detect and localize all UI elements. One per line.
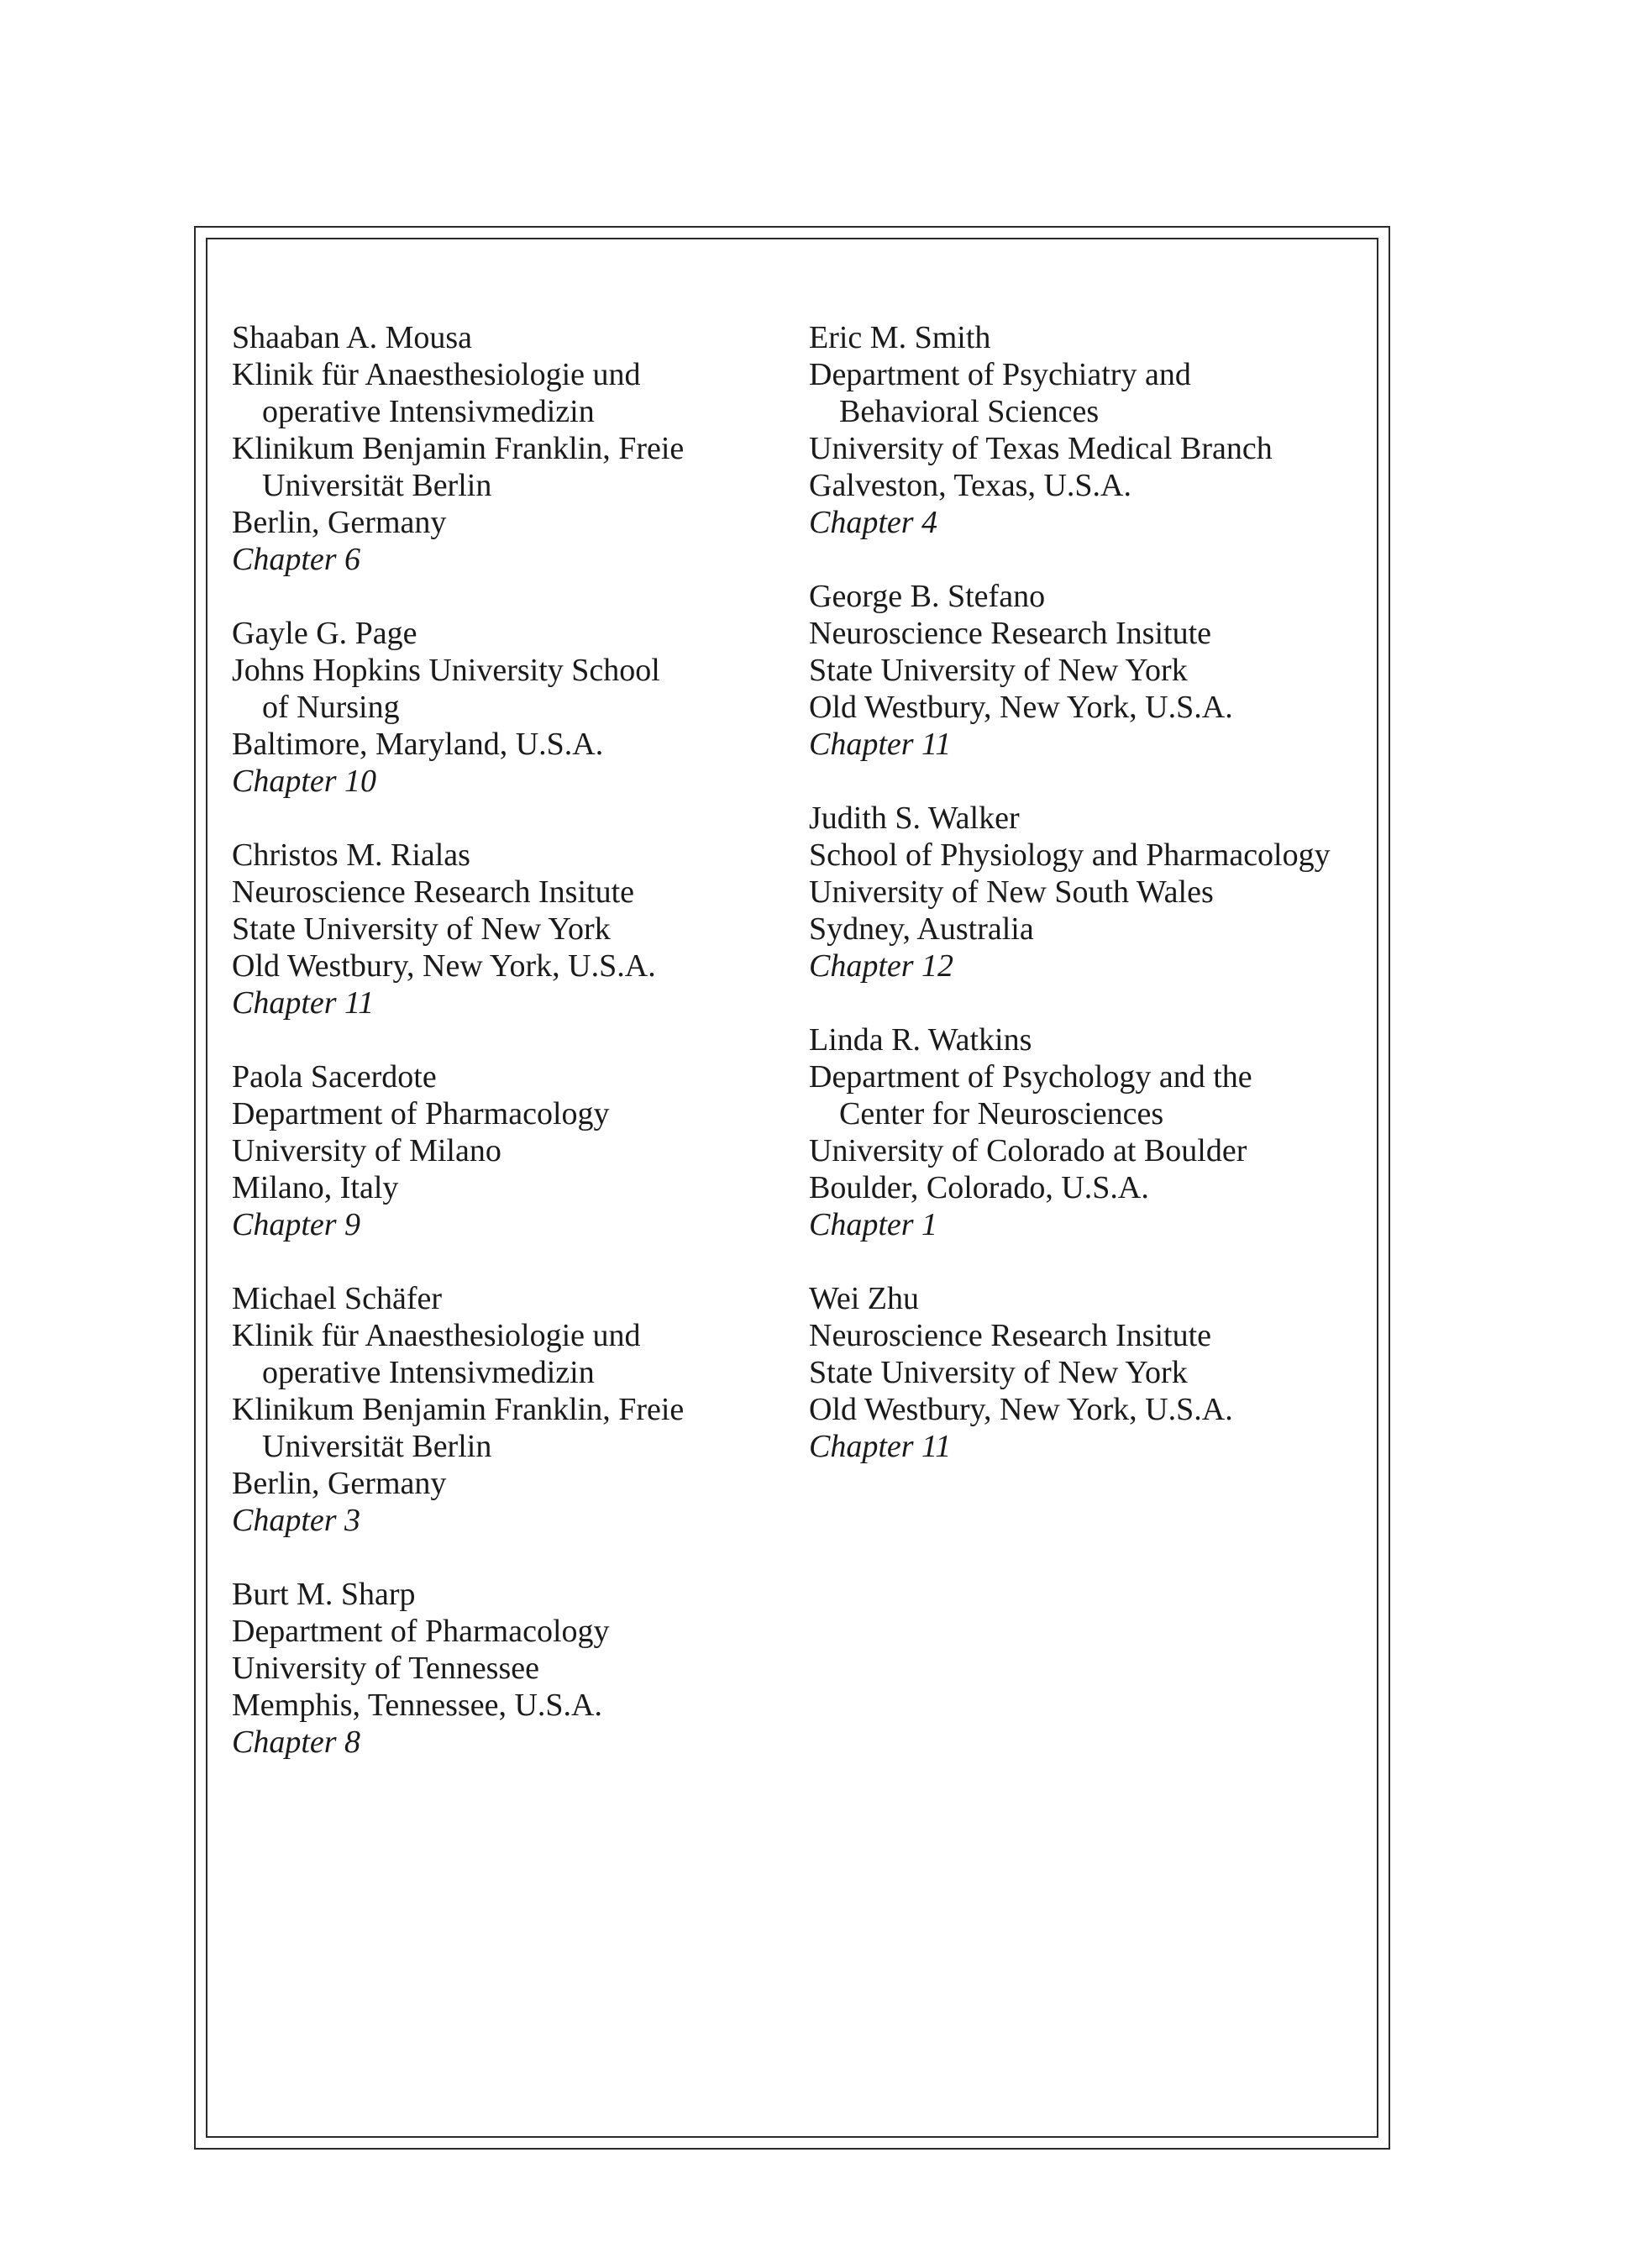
contributor-name: George B. Stefano <box>809 579 1046 614</box>
contributor-affiliation-line: Neuroscience Research Insitute <box>232 874 635 910</box>
contributor-entry <box>232 615 769 800</box>
contributor-name: Paola Sacerdote <box>232 1059 437 1095</box>
contributor-chapter: Chapter 8 <box>232 1725 361 1760</box>
contributor-affiliation-line: University of Colorado at Boulder <box>809 1133 1247 1168</box>
contributor-chapter: Chapter 9 <box>232 1207 361 1242</box>
contributor-affiliation-line: Department of Psychology and the <box>809 1059 1252 1095</box>
contributor-entry <box>232 319 769 578</box>
contributor-affiliation-line: Johns Hopkins University School <box>232 653 660 688</box>
contributor-affiliation-line: Universität Berlin <box>262 468 492 503</box>
contributors-column-right <box>809 319 1363 1502</box>
contributor-affiliation-line: of Nursing <box>262 690 400 725</box>
contributor-chapter: Chapter 11 <box>232 985 375 1021</box>
contributor-chapter: Chapter 3 <box>232 1503 361 1538</box>
contributor-chapter: Chapter 11 <box>809 1429 952 1464</box>
contributor-entry <box>809 1021 1363 1243</box>
contributor-affiliation-line: Galveston, Texas, U.S.A. <box>809 468 1131 503</box>
contributor-affiliation-line: Department of Pharmacology <box>232 1096 610 1131</box>
contributor-affiliation-line: Berlin, Germany <box>232 505 447 540</box>
contributor-affiliation-line: Department of Pharmacology <box>232 1614 610 1649</box>
contributor-affiliation-line: University of New South Wales <box>809 874 1214 910</box>
contributor-affiliation-line: Behavioral Sciences <box>839 394 1100 429</box>
contributor-name: Burt M. Sharp <box>232 1577 416 1612</box>
contributor-affiliation-line: Universität Berlin <box>262 1429 492 1464</box>
contributor-affiliation-line: Sydney, Australia <box>809 911 1034 947</box>
contributor-affiliation-line: State University of New York <box>232 911 611 947</box>
contributor-entry <box>809 578 1363 763</box>
contributor-affiliation-line: Department of Psychiatry and <box>809 357 1191 392</box>
contributor-affiliation-line: Old Westbury, New York, U.S.A. <box>809 690 1233 725</box>
contributor-name: Eric M. Smith <box>809 320 991 355</box>
contributor-entry <box>232 1058 769 1243</box>
contributor-affiliation-line: University of Texas Medical Branch <box>809 431 1273 466</box>
contributor-affiliation-line: operative Intensivmedizin <box>262 1355 595 1390</box>
contributor-entry <box>809 800 1363 984</box>
contributor-affiliation-line: University of Tennessee <box>232 1651 539 1686</box>
contributor-affiliation-line: Klinikum Benjamin Franklin, Freie <box>232 431 685 466</box>
contributor-name: Shaaban A. Mousa <box>232 320 473 355</box>
contributor-affiliation-line: Baltimore, Maryland, U.S.A. <box>232 727 604 762</box>
contributor-affiliation-line: Neuroscience Research Insitute <box>809 616 1212 651</box>
contributor-chapter: Chapter 4 <box>809 505 938 540</box>
contributor-affiliation-line: State University of New York <box>809 653 1188 688</box>
contributor-name: Gayle G. Page <box>232 616 417 651</box>
contributor-affiliation-line: Berlin, Germany <box>232 1466 447 1501</box>
contributor-affiliation-line: Boulder, Colorado, U.S.A. <box>809 1170 1149 1205</box>
contributors-column-left <box>232 319 769 1798</box>
contributor-affiliation-line: State University of New York <box>809 1355 1188 1390</box>
contributor-affiliation-line: operative Intensivmedizin <box>262 394 595 429</box>
contributor-chapter: Chapter 11 <box>809 727 952 762</box>
contributor-affiliation-line: Neuroscience Research Insitute <box>809 1318 1212 1353</box>
contributor-affiliation-line: Old Westbury, New York, U.S.A. <box>232 948 656 984</box>
contributor-entry <box>809 319 1363 541</box>
contributor-name: Michael Schäfer <box>232 1281 443 1316</box>
contributor-affiliation-line: Memphis, Tennessee, U.S.A. <box>232 1688 602 1723</box>
contributor-entry <box>232 837 769 1021</box>
contributor-affiliation-line: Klinik für Anaesthesiologie und <box>232 357 641 392</box>
contributor-entry <box>232 1576 769 1761</box>
contributor-entry <box>809 1280 1363 1465</box>
contributor-name: Judith S. Walker <box>809 801 1020 836</box>
contributor-affiliation-line: Old Westbury, New York, U.S.A. <box>809 1392 1233 1427</box>
contributor-affiliation-line: University of Milano <box>232 1133 501 1168</box>
contributor-entry <box>232 1280 769 1539</box>
contributor-chapter: Chapter 12 <box>809 948 954 984</box>
contributor-name: Wei Zhu <box>809 1281 919 1316</box>
contributor-chapter: Chapter 1 <box>809 1207 938 1242</box>
contributor-affiliation-line: Klinikum Benjamin Franklin, Freie <box>232 1392 685 1427</box>
contributor-name: Christos M. Rialas <box>232 837 470 873</box>
contributor-affiliation-line: Milano, Italy <box>232 1170 399 1205</box>
contributor-affiliation-line: Center for Neurosciences <box>839 1096 1164 1131</box>
contributor-chapter: Chapter 6 <box>232 542 361 577</box>
contributor-affiliation-line: School of Physiology and Pharmacology <box>809 837 1331 873</box>
contributor-chapter: Chapter 10 <box>232 764 377 799</box>
contributor-affiliation-line: Klinik für Anaesthesiologie und <box>232 1318 641 1353</box>
contributor-name: Linda R. Watkins <box>809 1022 1032 1058</box>
